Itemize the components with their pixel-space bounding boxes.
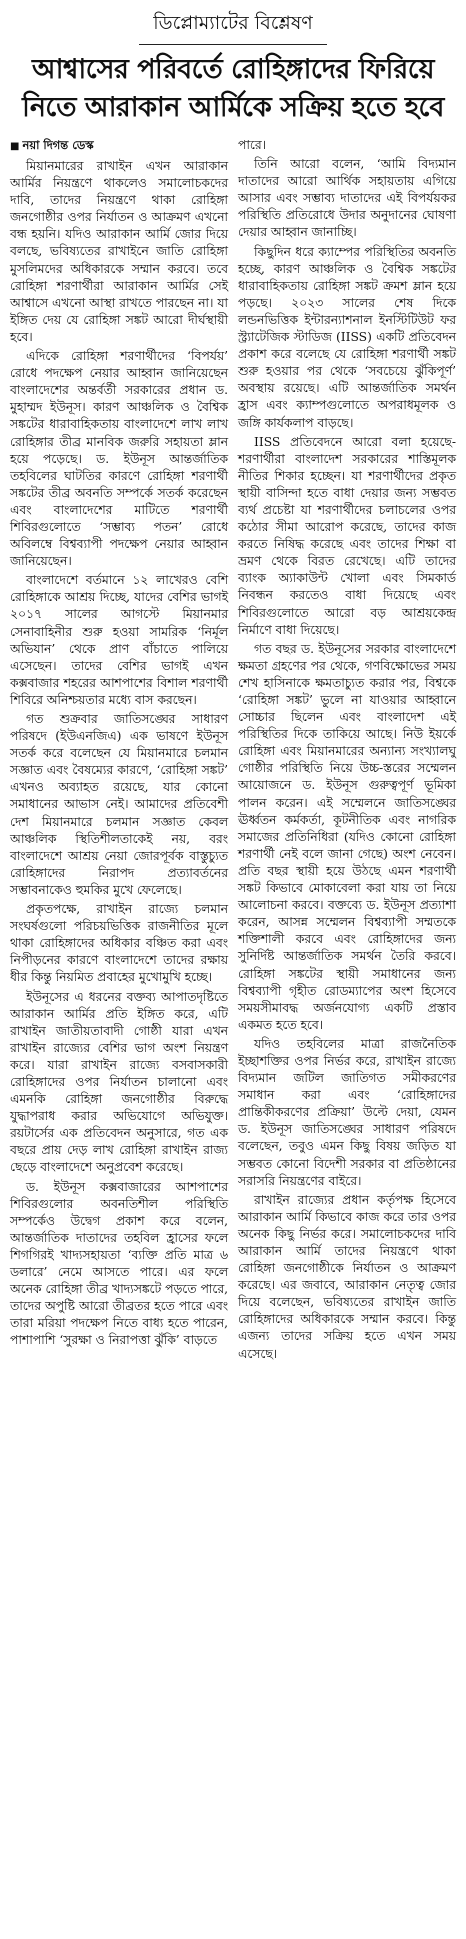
paragraph-continued: পারে।	[238, 138, 267, 152]
headline-line-2: নিতে আরাকান আর্মিকে সক্রিয় হতে হবে	[22, 92, 444, 123]
paragraph: এদিকে রোহিঙ্গা শরণার্থীদের ‘বিপর্যয়’ রোধে পদক্ষেপ নেয়ার আহ্বান জানিয়েছেন বাংলাদেশের অন্তর্বর্তী সরকারের প্রধান ড. মুহাম্মদ ইউনূস। কারণ আঞ্চলিক ও বৈশ্বিক সঙ্কটের ধারাবাহিকতায় বাংলাদেশে লাখ লাখ রোহিঙ্গার তীব্র মানবিক জরুরি সহায়তা ম্লান হয়ে পড়েছে। ড. ইউনূস আন্তর্জাতিক তহবিলের ঘাটতির কারণে রোহিঙ্গা শরণার্থী সঙ্কটের তীব্র অবনতি সম্পর্কে সতর্ক করেছেন এবং বাংলাদেশের মাটিতে শরণার্থী শিবিরগুলোতে ‘সম্ভাব্য পতন’ রোধে অবিলম্বে বিশ্বব্যাপী পদক্ষেপ নেয়ার আহ্বান জানিয়েছেন।	[10, 349, 228, 569]
byline	[10, 137, 228, 156]
article-columns	[10, 137, 456, 1365]
byline-text: নয়া দিগন্ত ডেস্ক	[22, 138, 94, 152]
paragraph: যদিও তহবিলের মাত্রা রাজনৈতিক ইচ্ছাশক্তির ওপর নির্ভর করে, রাখাইন রাজ্যে বিদ্যমান জটিল জাতিগত সমীকরণের সমাধান করা এবং ‘রোহিঙ্গাদের প্রান্তিকীকরণের প্রক্রিয়া’ উল্টে দেয়া, যেমন ড. ইউনূস জাতিসঙ্ঘের সাধারণ পরিষদে বলেছেন, তবুও এমন কিছু বিষয় জড়িত যা সম্ভবত কোনো বিদেশী সরকার বা প্রতিষ্ঠানের সরাসরি নিয়ন্ত্রণের বাইরে।	[238, 1036, 456, 1188]
column-left	[10, 137, 228, 1365]
kicker: ডিপ্লোম্যাটের বিশ্লেষণ	[139, 8, 327, 45]
column-right	[238, 137, 456, 1365]
paragraph: IISS প্রতিবেদনে আরো বলা হয়েছে- শরণার্থীরা বাংলাদেশ সরকারের শাস্তিমূলক নীতির শিকার হচ্ছেন। যা শরণার্থীদের প্রকৃত স্থায়ী বাসিন্দা হতে বাধা দেয়ার জন্য সম্ভবত ব্যর্থ প্রচেষ্টা যা শরণার্থীদের চলাচলের ওপর কঠোর সীমা আরোপ করেছে, তাদের কাজ করতে নিষিদ্ধ করেছে এবং তাদের শিক্ষা বা ভ্রমণ থেকে বিরত রেখেছে। এটি তাদের ব্যাংক অ্যাকাউন্ট খোলা এবং সিমকার্ড নিবন্ধন করতেও বাধা দিয়েছে এবং শিবিরগুলোতে আরো বড় আশ্রয়কেন্দ্র নির্মাণে বাধা দিয়েছে।	[238, 434, 456, 637]
paragraph: প্রকৃতপক্ষে, রাখাইন রাজ্যে চলমান সংঘর্ষগুলো পরিচয়ভিত্তিক রাজনীতির মূলে থাকা রোহিঙ্গাদের অধিকার বঞ্চিত করা এবং নিপীড়নের কারণে বাংলাদেশে তাদের রক্ষায় ধীর কিন্তু নিয়মিত প্রবাহের মুখোমুখি হচ্ছে।	[10, 902, 228, 985]
paragraph: মিয়ানমারের রাখাইন এখন আরাকান আর্মির নিয়ন্ত্রণে থাকলেও সমালোচকদের দাবি, তাদের নিয়ন্ত্রণে থাকা রোহিঙ্গা জনগোষ্ঠীর ওপর নির্যাতন ও আক্রমণ এখনো বন্ধ হয়নি। যদিও আরাকান আর্মি জোর দিয়ে বলছে, ভবিষ্যতের রাখাইনে জাতি রোহিঙ্গা মুসলিমদের অধিকারকে সম্মান করবে। তবে রোহিঙ্গা শরণার্থীরা আরাকান আর্মির সেই আশ্বাসে এখনো আস্থা রাখতে পারছেন না। যা ইঙ্গিত দেয় যে রোহিঙ্গা সঙ্কট আরো দীর্ঘস্থায়ী হবে।	[10, 159, 228, 344]
paragraph: ড. ইউনূস কক্সবাজারের আশপাশের শিবিরগুলোর অবনতিশীল পরিস্থিতি সম্পর্কেও উদ্বেগ প্রকাশ করে বলেন, আন্তর্জাতিক দাতাদের তহবিল হ্রাসের ফলে শিগগিরই খাদ্যসহায়তা ‘ব্যক্তি প্রতি মাত্র ৬ ডলারে’ নেমে আসতে পারে। এর ফলে অনেক রোহিঙ্গা তীব্র খাদ্যসঙ্কটে পড়তে পারে, তাদের অপুষ্টি আরো তীব্রতর হতে পারে এবং তারা মরিয়া পদক্ষেপ নিতে বাধ্য হতে পারেন, পাশাপাশি ‘সুরক্ষা ও নিরাপত্তা ঝুঁকি’ বাড়তে	[10, 1179, 228, 1348]
paragraph: তিনি আরো বলেন, ‘আমি বিদ্যমান দাতাদের আরো আর্থিক সহায়তায় এগিয়ে আসার এবং সম্ভাব্য দাতাদের এই বিপর্যয়কর পরিস্থিতি প্রতিরোধে উদার অনুদানের ঘোষণা দেয়ার আহ্বান জানাচ্ছি।	[238, 157, 456, 240]
square-bullet-icon: ■	[10, 141, 20, 152]
headline-line-1: আশ্বাসের পরিবর্তে রোহিঙ্গাদের ফিরিয়ে	[32, 54, 434, 85]
paragraph: ইউনূসের এ ধরনের বক্তব্য আপাতদৃষ্টিতে আরাকান আর্মির প্রতি ইঙ্গিত করে, এটি রাখাইন জাতীয়তাবাদী গোষ্ঠী যারা এখন রাখাইন রাজ্যের বেশির ভাগ অংশ নিয়ন্ত্রণ করে। যারা রাখাইন রাজ্যে বসবাসকারী রোহিঙ্গাদের ওপর নির্যাতন চালানো এবং এমনকি রোহিঙ্গা জনগোষ্ঠীর বিরুদ্ধে যুদ্ধাপরাধ করার অভিযোগে অভিযুক্ত। রয়টার্সের এক প্রতিবেদন অনুসারে, গত এক বছরে প্রায় দেড় লাখ রোহিঙ্গা রাখাইন রাজ্য ছেড়ে বাংলাদেশে অনুপ্রবেশ করেছে।	[10, 989, 228, 1175]
paragraph: গত বছর ড. ইউনূসের সরকার বাংলাদেশে ক্ষমতা গ্রহণের পর থেকে, গণবিক্ষোভের সময় শেখ হাসিনাকে ক্ষমতাচ্যুত করার পর, বিশ্বকে ‘রোহিঙ্গা সঙ্কট’ ভুলে না যাওয়ার আহ্বানে সোচ্চার ছিলেন এবং বাংলাদেশ এই পরিস্থিতির দিকে তাকিয়ে আছে। নিউ ইয়র্কে রোহিঙ্গা এবং মিয়ানমারের অন্যান্য সংখ্যালঘু গোষ্ঠীর পরিস্থিতি নিয়ে উচ্চ-স্তরের সম্মেলন আয়োজনে ড. ইউনূস গুরুত্বপূর্ণ ভূমিকা পালন করেন। এই সম্মেলনে জাতিসঙ্ঘের ঊর্ধ্বতন কর্মকর্তা, কূটনীতিক এবং নাগরিক সমাজের প্রতিনিধিরা (যদিও কোনো রোহিঙ্গা শরণার্থী নেই বলে জানা গেছে) অংশ নেবেন। প্রতি বছর স্থায়ী হয়ে উঠছে এমন শরণার্থী সঙ্কট কিভাবে মোকাবেলা করা যায় তা নিয়ে আলোচনা করবে। বক্তব্যে ড. ইউনূস প্রত্যাশা করেন, আসন্ন সম্মেলন বিশ্বব্যাপী সম্মতকে শক্তিশালী করবে এবং রোহিঙ্গাদের জন্য সুনির্দিষ্ট আন্তর্জাতিক সমর্থন তৈরি করবে। রোহিঙ্গা সঙ্কটের স্থায়ী সমাধানের জন্য বিশ্বব্যাপী গৃহীত রোডম্যাপের অংশ হিসেবে সময়সীমাবদ্ধ অর্জনযোগ্য একটি প্রস্তাব একমত হতে হবে।	[238, 641, 456, 1032]
headline	[10, 51, 456, 127]
paragraph: কিছুদিন ধরে ক্যাম্পের পরিস্থিতির অবনতি হচ্ছে, কারণ আঞ্চলিক ও বৈশ্বিক সঙ্কটের ধারাবাহিকতায় রোহিঙ্গা সঙ্কট ক্রমশ ম্লান হয়ে পড়ছে। ২০২৩ সালের শেষ দিকে লন্ডনভিত্তিক ইন্টারন্যাশনাল ইনস্টিটিউট ফর স্ট্র্যাটেজিক স্টাডিজ (IISS) একটি প্রতিবেদন প্রকাশ করে বলেছে যে রোহিঙ্গা শরণার্থী সঙ্কট শুরু হওয়ার পর থেকে ‘সবচেয়ে ঝুঁকিপূর্ণ’ অবস্থায় রয়েছে। এটি আন্তর্জাতিক সমর্থন হ্রাস এবং ক্যাম্পগুলোতে অপরাধমূলক ও জঙ্গি কার্যকলাপ বাড়ছে।	[238, 244, 456, 430]
paragraph: রাখাইন রাজ্যের প্রধান কর্তৃপক্ষ হিসেবে আরাকান আর্মি কিভাবে কাজ করে তার ওপর অনেক কিছু নির্ভর করে। সমালোচকদের দাবি আরাকান আর্মি তাদের নিয়ন্ত্রণে থাকা রোহিঙ্গা জনগোষ্ঠীকে নির্যাতন ও আক্রমণ করেছে। এর জবাবে, আরাকান নেতৃত্ব জোর দিয়ে বলেছেন, ভবিষ্যতের রাখাইন জাতি রোহিঙ্গাদের অধিকারকে সম্মান করবে। কিন্তু এজন্য তাদের সক্রিয় হতে এখন সময় এসেছে।	[238, 1192, 456, 1361]
kicker-wrap	[10, 8, 456, 45]
paragraph: গত শুক্রবার জাতিসঙ্ঘের সাধারণ পরিষদে (ইউএনজিএ) এক ভাষণে ইউনূস সতর্ক করে বলেছেন যে মিয়ানমারে চলমান সজ্ঞাত এবং বৈষম্যের কারণে, ‘রোহিঙ্গা সঙ্কট’ এখনও অব্যাহত রয়েছে, যার কোনো সমাধানের আভাস নেই। আমাদের প্রতিবেশী দেশ মিয়ানমারে চলমান সজ্ঞাত কেবল আঞ্চলিক স্থিতিশীলতাকেই নয়, বরং বাংলাদেশে আশ্রয় নেয়া জোরপূর্বক বাস্তুচ্যুত রোহিঙ্গাদের নিরাপদ প্রত্যাবর্তনের সম্ভাবনাকেও হুমকির মুখে ফেলেছে।	[10, 712, 228, 897]
paragraph: বাংলাদেশে বর্তমানে ১২ লাখেরও বেশি রোহিঙ্গাকে আশ্রয় দিচ্ছে, যাদের বেশির ভাগই ২০১৭ সালের আগস্টে মিয়ানমার সেনাবাহিনীর শুরু হওয়া সামরিক ‘নির্মূল অভিযান’ থেকে প্রাণ বাঁচাতে পালিয়ে এসেছেন। তাদের বেশির ভাগই এখন কক্সবাজার শহরের আশপাশের বিশাল শরণার্থী শিবিরে অনিশ্চয়তার মধ্যে বাস করছেন।	[10, 573, 228, 707]
